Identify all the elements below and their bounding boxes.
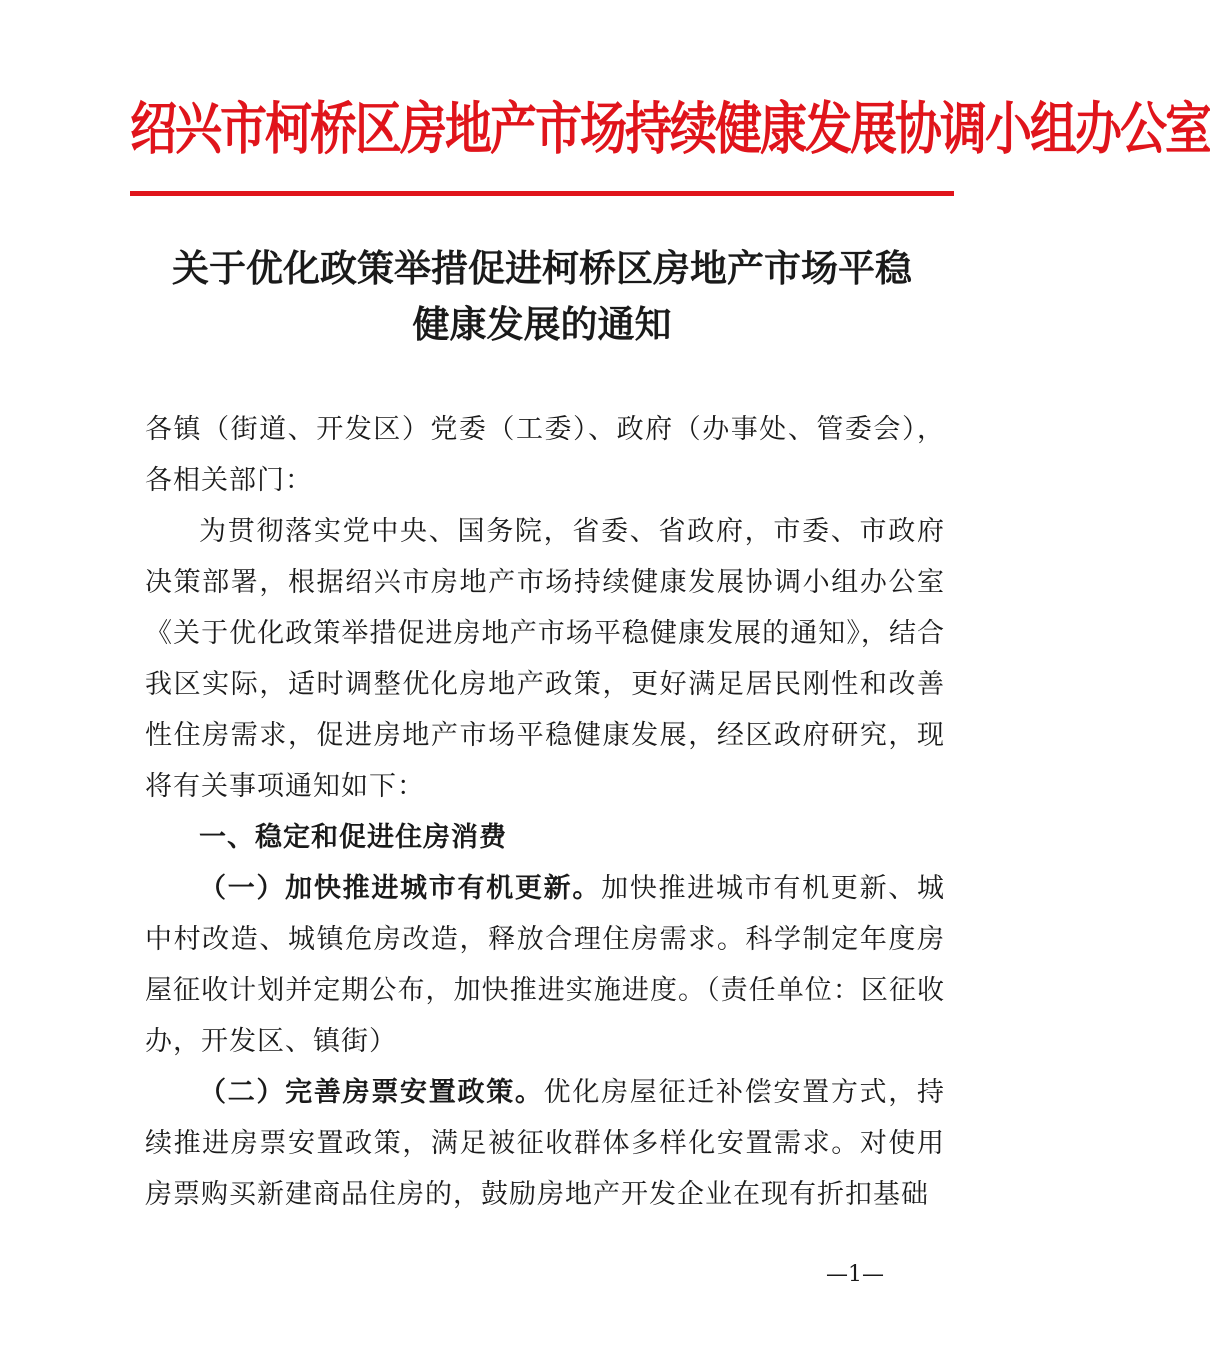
item-2-body: 优化房屋征迁补偿安置方式，持续推进房票安置政策，满足被征收群体多样化安置需求。对使用房票购买新建商品住房的，鼓励房地产开发企业在现有折扣基础 (145, 1077, 946, 1210)
section-1-heading (145, 812, 945, 863)
red-divider-line (130, 191, 954, 196)
title-line-1: 关于优化政策举措促进柯桥区房地产市场平稳 (172, 246, 912, 290)
item-2-heading: （二）完善房票安置政策。 (199, 1077, 544, 1108)
item-2-paragraph (145, 1067, 945, 1220)
intro-paragraph: 为贯彻落实党中央、国务院，省委、省政府，市委、市政府决策部署，根据绍兴市房地产市场持续健康发展协调小组办公室《关于优化政策举措促进房地产市场平稳健康发展的通知》，结合我区实际，适时调整优化房地产政策，更好满足居民刚性和改善性住房需求，促进房地产市场平稳健康发展，经区政府研究，现将有关事项通知如下： (145, 516, 945, 802)
addressee: 各镇（街道、开发区）党委（工委）、政府（办事处、管委会），各相关部门： (145, 414, 945, 496)
title-line-2: 健康发展的通知 (412, 302, 672, 346)
item-1-body: 加快推进城市有机更新、城中村改造、城镇危房改造，释放合理住房需求。科学制定年度房屋征收计划并定期公布，加快推进实施进度。（责任单位：区征收办，开发区、镇街） (145, 873, 946, 1057)
document-title (130, 240, 954, 352)
section-1-heading-text: 一、稳定和促进住房消费 (199, 822, 507, 853)
page-number: —1— (826, 1262, 884, 1287)
item-1-paragraph (145, 863, 945, 1067)
item-1-heading: （一）加快推进城市有机更新。 (199, 873, 602, 904)
issuer-header: 绍兴市柯桥区房地产市场持续健康发展协调小组办公室 (130, 96, 1210, 163)
document-body (145, 404, 945, 1220)
